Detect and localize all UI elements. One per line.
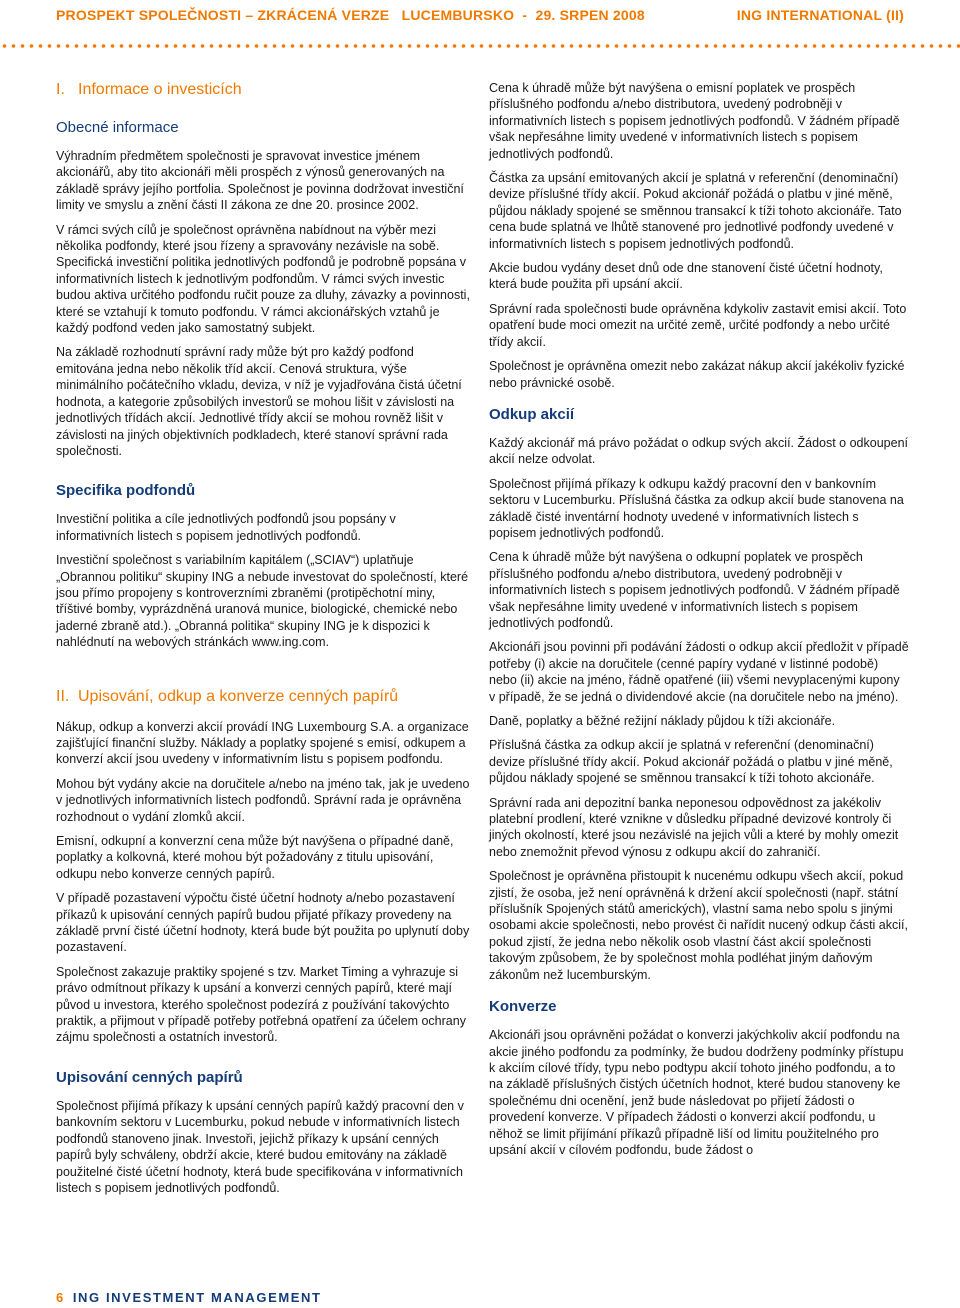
section-1-heading [56,80,474,100]
paragraph: Investiční společnost s variabilním kapitálem („SCIAV“) uplatňuje „Obrannou politiku“ skupiny ING a nebude investovat do společností, které jsou přímo propojeny s kontroverzními zbraněmi (protipěchotní miny, tříštivé bomby, vyprázdněná uranová munice, biologické, chemické nebo jaderné zbraně atd.). „Obranná politika“ skupiny ING je k dispozici k nahlédnutí na webových stránkách www.ing.com. [56,553,469,650]
paragraph: Každý akcionář má právo požádat o odkup svých akcií. Žádost o odkoupení akcií nelze odvolat. [489,435,908,467]
paragraph: Částka za upsání emitovaných akcií je splatná v referenční (denominační) devize příslušné třídy akcií. Pokud akcionář požádá o platbu v jiné měně, půjdou náklady spojené se směnnou transakcí k tíži tohoto akcionáře. Tato cena bude splatná ve lhůtě stanovené pro jednotlivé podfondy uvedené v informativních listech s popisem jednotlivých podfondů. [489,171,902,251]
paragraph: Cena k úhradě může být navýšena o odkupní poplatek ve prospěch příslušného podfondu a/nebo distributora, uvedený podrobněji v informativních listech s popisem jednotlivých podfondů. V žádném případě však nepřesáhne limity uvedené v informativních listech s popisem jednotlivých podfondů. [489,550,900,630]
header-right-text: ING INTERNATIONAL (II) [736,7,904,23]
paragraph: Akcionáři jsou povinni při podávání žádosti o odkup akcií předložit v případě potřeby (i) akcie na doručitele (cenné papíry vydané v listinné podobě) nebo (ii) akcie na jméno, řádně opatřené (iii) všemi nevyplacenými kupony v případě, že se jedná o dividendové akcie (na doručitele nebo na jméno). [489,640,909,704]
page-number: 6 [56,1290,65,1305]
paragraph: Akcionáři jsou oprávněni požádat o konverzi jakýchkoliv akcií podfondu na akcie jiného podfondu za podmínky, že budou dodrženy podmínky přístupu k akciím cílové třídy, typu nebo podtypu akcií tohoto jiného podfondu, a to na základě příslušných čistých účetních hodnot, které budou stanoveny ke společnému dni ocenění, jenž bude následovat po přijetí žádosti o provedení konverze. V případech žádosti o konverzi akcií podfondu, u něhož se limit přijímání příkazů případně liší od limitu použitelného pro upsání akcií v cílovém podfondu, bude žádost o [489,1028,904,1157]
paragraph: Společnost přijímá příkazy k odkupu každý pracovní den v bankovním sektoru v Lucemburku. Příslušná částka za odkup akcií bude stanovena na základě čisté inventární hodnoty uvedené v informativních listech s popisem jednotlivých podfondů. [489,476,904,540]
right-column [489,80,909,1166]
paragraph: Společnost zakazuje praktiky spojené s tzv. Market Timing a vyhrazuje si právo odmítnout příkazy k upsání a konverzi cenných papírů, které mají původ u investora, kterého společnost podezírá z používání takovýchto praktik, a přijmout v případě potřeby potřebná opatření za účelem ochrany zájmu společnosti a ostatních investorů. [56,964,466,1045]
paragraph: Daně, poplatky a běžné režijní náklady půjdou k tíži akcionáře. [489,714,836,728]
paragraph: Na základě rozhodnutí správní rady může být pro každý podfond emitována jedna nebo několik tříd akcií. Cenová struktura, výše minimálního počátečního vkladu, deviza, v níž je vyjadřována čistá účetní hodnota, a kategorie způsobilých investorů se mohou lišit v závislosti na jednotlivých třídách akcií. Jednotlivé třídy akcií se mohou rovněž lišit v závislosti na jiných objektivních podkladech, které stanoví správní rada společnosti. [56,345,462,458]
upisovani-heading: Upisování cenných papírů [56,1068,243,1086]
paragraph: V případě pozastavení výpočtu čisté účetní hodnoty a/nebo pozastavení příkazů k upisování cenných papírů budou přijaté příkazy provedeny na základě první čisté účetní hodnoty, která bude být použita po uplynutí doby pozastavení. [56,891,470,955]
obecne-heading: Obecné informace [56,119,179,136]
paragraph: Akcie budou vydány deset dnů ode dne stanovení čisté účetní hodnoty, která bude použita při upsání akcií. [489,261,883,292]
paragraph: Cena k úhradě může být navýšena o emisní poplatek ve prospěch příslušného podfondu a/nebo distributora, uvedený podrobněji v informativních listech s popisem jednotlivých podfondů. V žádném případě však nepřesáhne limity uvedené v informativních listech s popisem jednotlivých podfondů. [489,81,900,161]
page-header [56,6,904,24]
paragraph: V rámci svých cílů je společnost oprávněna nabídnout na výběr mezi několika podfondy, které jsou řízeny a spravovány nezávisle na sobě. Specifická investiční politika jednotlivých podfondů je podrobně popsána v informativních listech k jednotlivým podfondům. V rámci svých investic budou aktiva určitého podfondu ručit pouze za dluhy, závazky a povinnosti, které se vztahují k tomuto podfondu. V rámci akcionářských vztahů je každý podfond veden jako samostatný subjekt. [56,222,470,336]
paragraph: Správní rada společnosti bude oprávněna kdykoliv zastavit emisi akcií. Toto opatření bude moci omezit na určité země, určité podfondy a nebo určité třídy akcií. [489,301,907,349]
section-1-number: I. [56,81,65,98]
left-column [56,80,474,1204]
section-2-heading [56,687,474,707]
page-footer [56,1290,322,1306]
header-left-text: PROSPEKT SPOLEČNOSTI – ZKRÁCENÁ VERZE LUCEMBURSKO - 29. SRPEN 2008 [56,7,645,23]
paragraph: Emisní, odkupní a konverzní cena může být navýšena o případné daně, poplatky a kolkovná, které mohou být požadovány z titulu upisování, odkupu nebo konverze cenných papírů. [56,834,454,881]
odkup-heading: Odkup akcií [489,405,575,423]
section-2-number: II. [56,687,70,705]
dotted-divider [0,42,960,50]
paragraph: Společnost přijímá příkazy k upsání cenných papírů každý pracovní den v bankovním sektoru v Lucemburku, pokud nebude v informativních listech podfondů stanoveno jinak. Investoři, jejichž příkazy k upsání cenných papírů byly schváleny, obdrží akcie, které budou emitovány na základě použitelné čisté účetní hodnoty, která bude specifikována v informativních listech s popisem jednotlivých podfondů. [56,1098,464,1195]
paragraph: Nákup, odkup a konverzi akcií provádí ING Luxembourg S.A. a organizace zajišťující finanční služby. Náklady a poplatky spojené s emisí, odkupem a konverzí akcií jsou uvedeny v informativním listu s popisem podfondu. [56,719,469,767]
section-2-title: Upisování, odkup a konverze cenných papírů [78,687,399,705]
footer-brand: ING INVESTMENT MANAGEMENT [72,1290,322,1305]
section-1-title: Informace o investicích [78,81,242,98]
specifika-heading: Specifika podfondů [56,482,196,500]
paragraph: Mohou být vydány akcie na doručitele a/nebo na jméno tak, jak je uvedeno v jednotlivých informativních listech podfondů. Správní rada je oprávněna rozhodnout o vydání zlomků akcií. [56,776,470,824]
paragraph: Výhradním předmětem společnosti je spravovat investice jménem akcionářů, aby tito akcionáři měli prospěch z výnosů generovaných na základě správy jejího portfolia. Společnost je povinna dodržovat investiční limity ve smyslu a znění části II zákona ze dne 20. prosince 2002. [56,149,464,213]
paragraph: Investiční politika a cíle jednotlivých podfondů jsou popsány v informativních listech s popisem jednotlivých podfondů. [56,512,396,543]
paragraph: Příslušná částka za odkup akcií je splatná v referenční (denominační) devize příslušné třídy akcií. Pokud akcionář požádá o platbu v jiné měně, půjdou náklady spojené se směnnou transakcí k tíži tohoto akcionáře. [489,738,893,786]
paragraph: Společnost je oprávněna přistoupit k nucenému odkupu všech akcií, pokud zjistí, že osoba, jež není oprávněná k držení akcií společnosti (např. státní příslušník Spojených států amerických), vlastní sama nebo spolu s jinými osobami akcie společnosti, nebo provést či nařídit nucený odkup části akcií, pokud zjistí, že jedna nebo několik osob vlastní část akcií společnosti takovým způsobem, že by společnost mohla podléhat jiným daňovým zákonům než lucemburským. [489,869,908,982]
paragraph: Společnost je oprávněna omezit nebo zakázat nákup akcií jakékoliv fyzické nebo právnické osobě. [489,359,905,390]
konverze-heading: Konverze [489,998,557,1016]
paragraph: Správní rada ani depozitní banka neponesou odpovědnost za jakékoliv platební prodlení, které vznikne v důsledku případné devizové kontroly či jiných okolností, které jsou nezávislé na jejich vůli a které by mohly omezit nebo znemožnit převod výnosu z odkupu akcií do zahraničí. [489,795,899,859]
